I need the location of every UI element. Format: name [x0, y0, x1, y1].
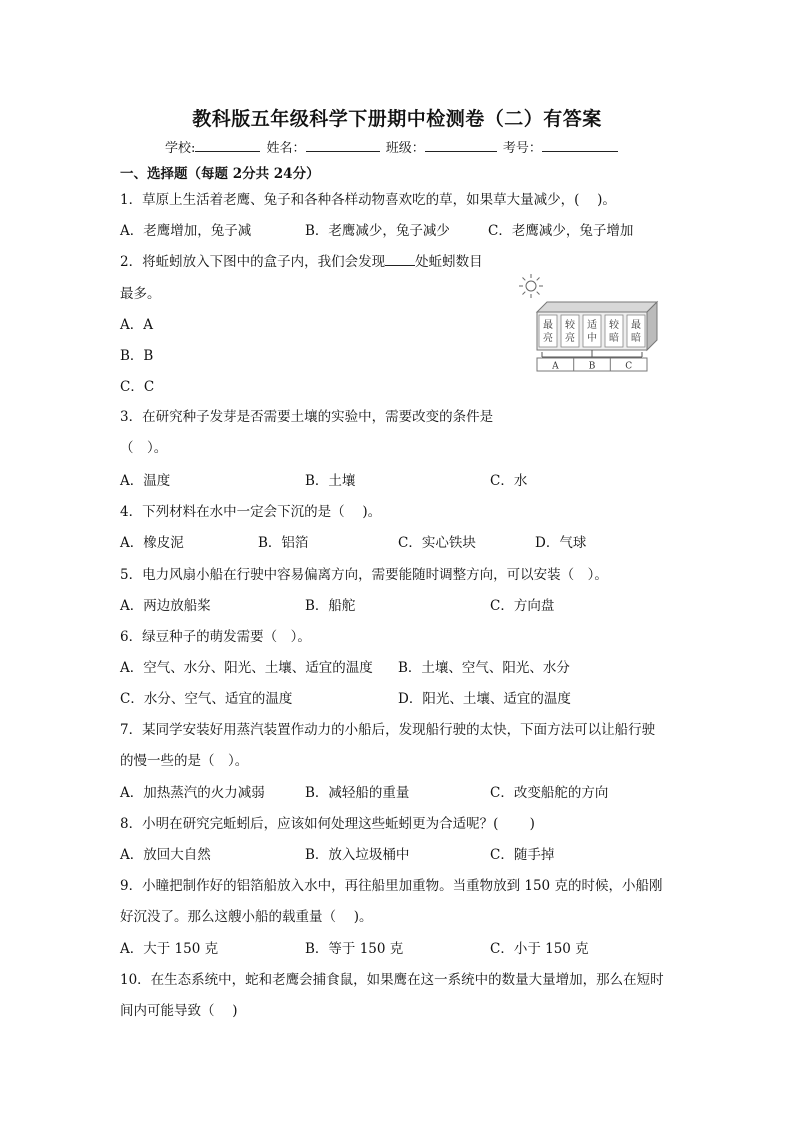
question-9: 9．小瞳把制作好的铝箔船放入水中，再往船里加重物。当重物放到 150 克的时候，小船刚	[120, 878, 663, 894]
question-2	[120, 250, 483, 270]
box-cell-label: 最	[543, 320, 553, 331]
q2-blank[interactable]	[385, 253, 415, 266]
box-cell-label: 较	[609, 320, 619, 331]
question-7-cont: 的慢一些的是（ ）。	[120, 753, 249, 769]
question-3-cont: （ ）。	[120, 440, 168, 456]
q8-option-a[interactable]: A．放回大自然	[120, 847, 211, 863]
q6-option-a[interactable]: A．空气、水分、阳光、土壤、适宜的温度	[120, 660, 373, 676]
question-2-cont: 最多。	[120, 286, 161, 302]
q1-option-a[interactable]: A．老鹰增加，兔子减	[120, 223, 252, 239]
q3-option-b[interactable]: B．土壤	[305, 473, 356, 489]
region-label: A	[552, 361, 559, 372]
box-cell-label: 亮	[543, 333, 553, 344]
q6-option-b[interactable]: B．土壤、空气、阳光、水分	[398, 660, 570, 676]
box-cell-label: 亮	[565, 333, 575, 344]
box-cell-label: 暗	[631, 333, 641, 344]
q9-option-b[interactable]: B．等于 150 克	[305, 941, 404, 957]
box-cell-label: 适	[587, 320, 597, 331]
question-10: 10．在生态系统中，蛇和老鹰会捕食鼠，如果鹰在这一系统中的数量大量增加，那么在短时	[120, 972, 664, 988]
class-label: 班级：	[385, 141, 425, 156]
region-label: B	[588, 361, 596, 372]
q4-option-c[interactable]: C．实心铁块	[398, 535, 476, 551]
class-blank[interactable]	[425, 139, 497, 152]
q2-option-c[interactable]: C．C	[120, 379, 155, 395]
region-label: C	[625, 361, 633, 372]
question-3: 3．在研究种子发芽是否需要土壤的实验中，需要改变的条件是	[120, 409, 494, 425]
q2-option-a[interactable]: A．A	[120, 317, 153, 333]
q6-option-d[interactable]: D．阳光、土壤、适宜的温度	[398, 691, 571, 707]
question-9-cont: 好沉没了。那么这艘小船的载重量（ )。	[120, 909, 373, 925]
q2-option-b[interactable]: B．B	[120, 348, 154, 364]
q7-option-a[interactable]: A．加热蒸汽的火力减弱	[120, 785, 265, 801]
q6-option-c[interactable]: C．水分、空气、适宜的温度	[120, 691, 293, 707]
section-heading: 一、选择题（每题 2分共 24分）	[120, 166, 320, 182]
school-blank[interactable]	[195, 139, 260, 152]
q4-option-a[interactable]: A．橡皮泥	[120, 535, 184, 551]
question-8: 8．小明在研究完蚯蚓后，应该如何处理这些蚯蚓更为合适呢？( )	[120, 816, 535, 832]
question-4: 4．下列材料在水中一定会下沉的是（ )。	[120, 504, 382, 520]
q3-option-a[interactable]: A．温度	[120, 473, 171, 489]
q7-option-b[interactable]: B．减轻船的重量	[305, 785, 410, 801]
name-blank[interactable]	[306, 139, 380, 152]
q4-option-b[interactable]: B．铝箔	[258, 535, 309, 551]
page-title: 教科版五年级科学下册期中检测卷（二）有答案	[192, 108, 602, 130]
box-cell-label: 暗	[609, 333, 619, 344]
q5-option-a[interactable]: A．两边放船桨	[120, 598, 211, 614]
q9-option-a[interactable]: A．大于 150 克	[120, 941, 219, 957]
box	[537, 302, 657, 372]
question-10-cont: 间内可能导致（ )	[120, 1003, 238, 1019]
q7-option-c[interactable]: C．改变船舵的方向	[490, 785, 609, 801]
student-info	[165, 137, 620, 156]
box-cell-label: 中	[587, 333, 597, 344]
sun-icon	[519, 274, 543, 298]
q2-stem-pre: 2．将蚯蚓放入下图中的盒子内，我们会发现	[120, 254, 386, 270]
q1-option-c[interactable]: C．老鹰减少，兔子增加	[488, 223, 634, 239]
school-label: 学校:	[165, 141, 196, 156]
number-blank[interactable]	[542, 139, 618, 152]
q3-option-c[interactable]: C．水	[490, 473, 528, 489]
box-cell-label: 最	[631, 320, 641, 331]
question-5: 5．电力风扇小船在行驶中容易偏离方向，需要能随时调整方向，可以安装（ ）。	[120, 567, 608, 583]
q2-stem-post: 处蚯蚓数目	[415, 254, 483, 270]
name-label: 姓名：	[266, 141, 306, 156]
box-cell-label: 较	[565, 320, 575, 331]
question-1: 1．草原上生活着老鹰、兔子和各种各样动物喜欢吃的草，如果草大量减少，( )。	[120, 192, 616, 208]
q5-option-c[interactable]: C．方向盘	[490, 598, 555, 614]
question-6: 6．绿豆种子的萌发需要（ ）。	[120, 629, 311, 645]
q1-option-b[interactable]: B．老鹰减少，兔子减少	[305, 223, 450, 239]
q5-option-b[interactable]: B．船舵	[305, 598, 356, 614]
q8-option-c[interactable]: C．随手掉	[490, 847, 555, 863]
q4-option-d[interactable]: D．气球	[535, 535, 587, 551]
light-box-figure	[515, 270, 665, 380]
q9-option-c[interactable]: C．小于 150 克	[490, 941, 589, 957]
question-7: 7．某同学安装好用蒸汽装置作动力的小船后，发现船行驶的太快，下面方法可以让船行驶	[120, 722, 656, 738]
q8-option-b[interactable]: B．放入垃圾桶中	[305, 847, 410, 863]
number-label: 考号：	[502, 141, 542, 156]
